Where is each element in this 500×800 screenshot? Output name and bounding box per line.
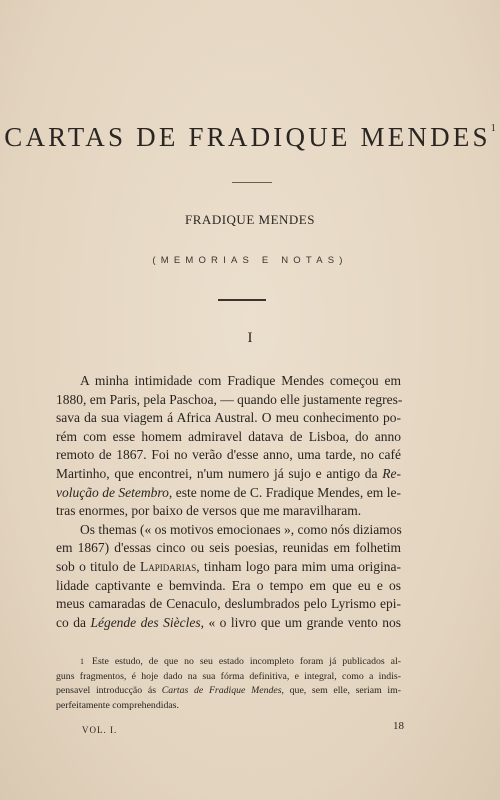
- section-rule: [218, 299, 266, 301]
- text-line: A minha intimidade com Fradique Mendes começou em: [80, 373, 401, 388]
- text-line: rém com esse homem admiravel datava de Lisboa, do anno: [56, 428, 401, 444]
- section-numeral: I: [247, 330, 253, 346]
- italic-text: Re-: [382, 465, 401, 481]
- page-title: [0, 122, 500, 153]
- footnote-line: pensavel introducção ás Cartas de Fradique Mendes, que, sem elle, seriam im-: [56, 685, 402, 696]
- italic-text: Légende des Siècles: [90, 614, 201, 630]
- title-footnote-marker: 1: [490, 123, 496, 134]
- body-text: [56, 372, 401, 632]
- text-line: sob o titulo de Lapidarias, tinham logo para mim uma origina-: [56, 558, 401, 574]
- italic-text: Cartas de Fradique Mendes: [161, 685, 282, 696]
- title-text: CARTAS DE FRADIQUE MENDES: [4, 122, 491, 152]
- text-line: Os themas (« os motivos emocionaes », como nós diziamos: [80, 521, 402, 537]
- text-line: em 1867) d'essas cinco ou seis poesias, reunidas em folhetim: [56, 540, 401, 556]
- footnote-line: guns fragmentos, é hoje dado na sua fórma definitiva, e integral, como a indis-: [56, 670, 401, 682]
- footnote-line: $^1$ Este estudo, de que no seu estado incompleto foram já publicados al-: [80, 656, 401, 667]
- text-line: sava da sua viagem á Africa Austral. O meu conhecimento po-: [56, 410, 401, 426]
- text-line: 1880, em Paris, pela Paschoa, — quando elle justamente regres-: [56, 391, 403, 407]
- text-line: co da Légende des Siècles, « o livro que um grande vento nos: [56, 614, 402, 630]
- footnote-marker: 1: [80, 657, 84, 666]
- text-line: volução de Setembro, este nome de C. Fradique Mendes, em le-: [56, 484, 401, 500]
- subtitle: FRADIQUE MENDES: [185, 212, 315, 227]
- ornament-rule: [232, 182, 272, 183]
- text-line: lidade captivante e bemvinda. Era o tempo em que eu e os: [56, 577, 401, 593]
- volume-label: VOL. I.: [82, 725, 118, 735]
- text-line: remoto de 1867. Foi no verão d'esse anno, uma tarde, no café: [56, 447, 401, 463]
- text-line: Martinho, que encontrei, n'um numero já sujo e antigo da Re-: [56, 465, 401, 481]
- small-caps-text: Lapidarias: [140, 558, 197, 574]
- footnote: [56, 655, 401, 713]
- footnote-line: perfeitamente comprehendidas.: [56, 699, 179, 711]
- text-line: tras enormes, por baixo de versos que me maravilharam.: [56, 503, 362, 519]
- sub-subtitle: (MEMORIAS E NOTAS): [152, 255, 348, 266]
- text-line: meus camaradas de Cenaculo, deslumbrados pelo Lyrismo epi-: [56, 596, 401, 612]
- page-number: 18: [393, 720, 404, 732]
- italic-text: volução de Setembro: [56, 484, 169, 500]
